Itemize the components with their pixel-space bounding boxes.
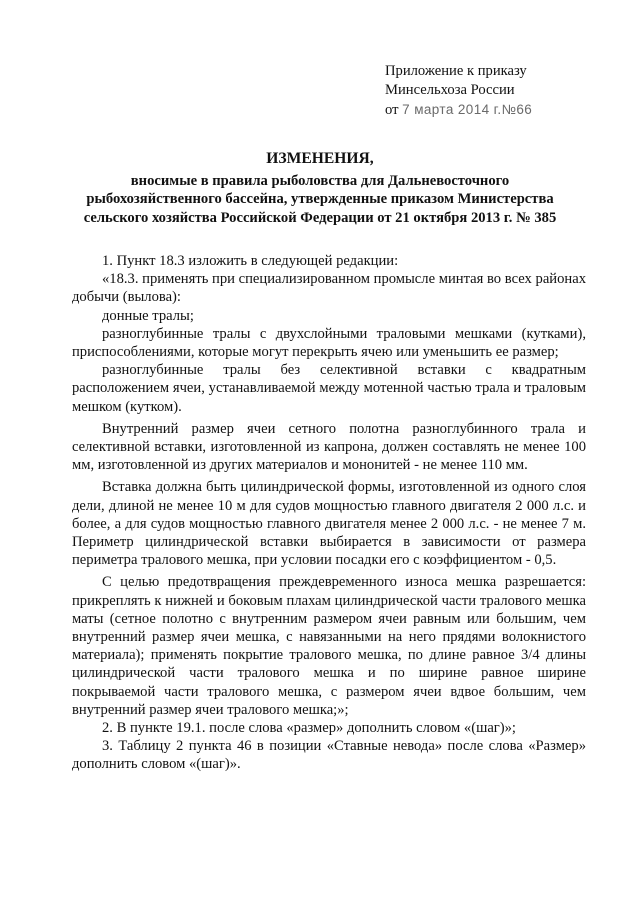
- paragraph-2: «18.3. применять при специализированном промысле минтая во всех районах добычи (вылова):: [72, 271, 586, 306]
- paragraph-4: разноглубинные тралы с двухслойными траловыми мешками (кутками), приспособлениями, которые могут перекрыть ячею или уменьшить ее размер;: [72, 325, 586, 361]
- paragraph-10: 3. Таблицу 2 пункта 46 в позиции «Ставные невода» после слова «Размер» дополнить словом «(шаг)».: [72, 738, 586, 773]
- paragraph-6: Внутренний размер ячеи сетного полотна разноглубинного трала и селективной вставки, изготовленной из капрона, должен составлять не менее 100 мм, изготовленной из других материалов и мононитей - не менее 110 мм.: [72, 420, 586, 474]
- paragraph-5: разноглубинные тралы без селективной вставки с квадратным расположением ячеи, устанавливаемой между мотенной частью трала и траловым мешком (кутком).: [72, 362, 586, 415]
- paragraph-7: Вставка должна быть цилиндрической формы, изготовленной из одного слоя дели, длиной не менее 10 м для судов мощностью главного двигателя 2 000 л.с. и более, а для судов мощностью главного двигателя менее 2 000 л.с. - не менее 7 м. Периметр цилиндрической вставки выбирается в зависимости от размера периметра тралового мешка, при условии посадки его с коэффициентом - 0,5.: [72, 479, 586, 569]
- appendix-note: [385, 62, 532, 120]
- paragraph-3: донные тралы;: [102, 307, 194, 324]
- order-date-stamp: 7 марта 2014 г.№66: [402, 102, 533, 117]
- paragraph-1: 1. Пункт 18.3 изложить в следующей редакции:: [102, 253, 399, 269]
- document-body: [72, 252, 586, 774]
- appendix-line-3: [385, 100, 532, 120]
- paragraph-8: С целью предотвращения преждевременного износа мешка разрешается: прикреплять к нижней и боковым плахам цилиндрической части тралового мешка маты (сетное полотно с внутренним размером ячеи равным или большим, чем внутренний размер ячеи мешка, с навязанными на него прядями волокнистого материала); применять покрытие тралового мешка, по длине равное 3/4 длины цилиндрической части тралового мешка и по ширине равное ширине покрываемой части тралового мешка, с размером ячеи вдвое большим, чем внутренний размер ячеи тралового мешка;»;: [72, 574, 586, 718]
- document-title: [60, 150, 580, 227]
- title-heading: ИЗМЕНЕНИЯ,: [266, 150, 374, 167]
- paragraph-9: 2. В пункте 19.1. после слова «размер» дополнить словом «(шаг)»;: [102, 720, 516, 737]
- title-line-3: сельского хозяйства Российской Федерации от 21 октября 2013 г. № 385: [83, 209, 557, 226]
- appendix-line-2: Минсельхоза России: [385, 82, 515, 98]
- title-line-2: рыбохозяйственного бассейна, утвержденные приказом Министерства: [86, 191, 554, 208]
- title-line-1: вносимые в правила рыболовства для Дальневосточного: [130, 172, 510, 189]
- appendix-date-prefix: от: [385, 102, 403, 118]
- appendix-line-1: Приложение к приказу: [385, 63, 527, 79]
